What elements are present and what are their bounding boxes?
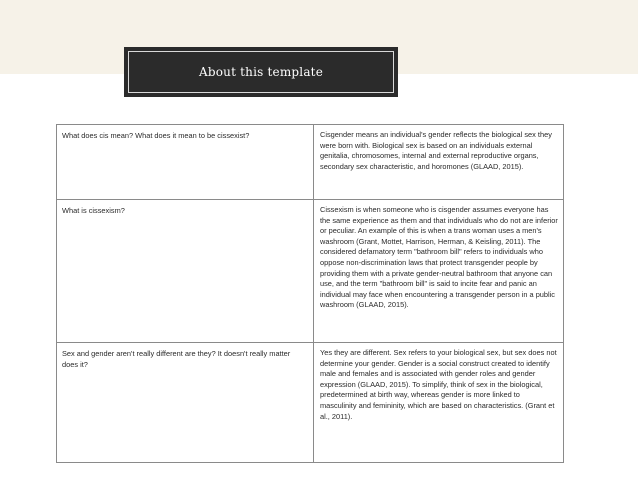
title-banner (124, 47, 398, 97)
title-banner-frame (128, 51, 394, 93)
question-cell: What does cis mean? What does it mean to be cissexist? (57, 125, 314, 200)
question-cell: What is cissexism? (57, 200, 314, 343)
answer-cell: Yes they are different. Sex refers to your biological sex, but sex does not determine your gender. Gender is a social construct created to identify male and females and is associated with gender roles and gender expression (GLAAD, 2015). To simplify, think of sex in the biological, predetermined at birth way, whereas gender is more linked to masculinity and femininity, which are based on characteristics. (Grant et al., 2011). (314, 343, 564, 463)
faq-table (56, 124, 564, 463)
table-row (57, 343, 564, 463)
page-title: About this template (199, 65, 323, 79)
answer-cell: Cisgender means an individual's gender reflects the biological sex they were born with. Biological sex is based on an individuals external genitalia, chromosomes, internal and external reproductive organs, secondary sex characteristic, and horomones (GLAAD, 2015). (314, 125, 564, 200)
table-row (57, 125, 564, 200)
question-cell: Sex and gender aren't really different are they? It doesn't really matter does it? (57, 343, 314, 463)
table-row (57, 200, 564, 343)
answer-cell: Cissexism is when someone who is cisgender assumes everyone has the same experience as them and that individuals who do not are inferior or peculiar. An example of this is when a trans woman uses a men's washroom (Grant, Mottet, Harrison, Herman, & Keisling, 2011). The considered defamatory term "bathroom bill" refers to individuals who oppose non-discrimination laws that protect transgender people by providing them with a private gender-neutral bathroom that anyone can use, and the term "bathroom bill" is said to incite fear and panic an individual may face when encountering a transgender person in a public washroom (GLAAD, 2015). (314, 200, 564, 343)
